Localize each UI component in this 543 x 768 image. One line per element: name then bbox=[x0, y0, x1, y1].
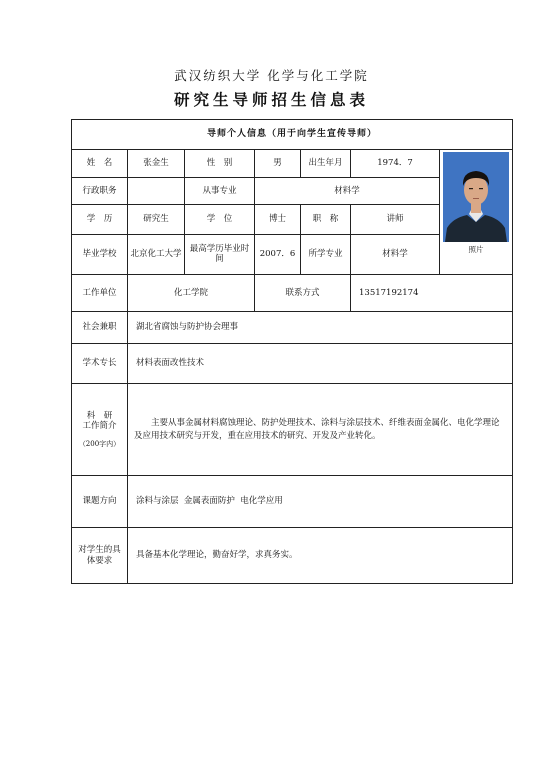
portrait-photo bbox=[443, 152, 509, 242]
photo-cell bbox=[440, 150, 513, 275]
label-highest-edu-time: 最高学历毕业时间 bbox=[185, 234, 255, 274]
section-title: 导师个人信息（用于向学生宣传导师） bbox=[72, 120, 513, 150]
value-title: 讲师 bbox=[351, 205, 440, 234]
label-birth: 出生年月 bbox=[301, 150, 351, 178]
label-research-intro-note: （200字内） bbox=[78, 439, 121, 448]
label-gender: 性 别 bbox=[185, 150, 255, 178]
form-title: 研究生导师招生信息表 bbox=[173, 90, 369, 109]
value-expertise: 材料表面改性技术 bbox=[128, 344, 513, 384]
value-education: 研究生 bbox=[128, 205, 185, 234]
label-admin-post: 行政职务 bbox=[72, 178, 128, 205]
value-graduate-school: 北京化工大学 bbox=[128, 234, 185, 274]
value-study-major: 材料学 bbox=[351, 234, 440, 274]
value-workplace: 化工学院 bbox=[128, 275, 255, 312]
info-table bbox=[71, 119, 513, 584]
label-workplace: 工作单位 bbox=[72, 275, 128, 312]
value-contact: 13517192174 bbox=[351, 275, 513, 312]
label-contact: 联系方式 bbox=[255, 275, 351, 312]
value-highest-edu-time: 2007．6 bbox=[255, 234, 301, 274]
label-research-intro bbox=[72, 384, 128, 476]
label-graduate-school: 毕业学校 bbox=[72, 234, 128, 274]
value-major-field: 材料学 bbox=[255, 178, 440, 205]
value-topics: 涂料与涂层 金属表面防护 电化学应用 bbox=[128, 476, 513, 528]
value-birth: 1974．7 bbox=[351, 150, 440, 178]
value-research-intro: 主要从事金属材料腐蚀理论、防护处理技术、涂料与涂层技术、纤维表面金属化、电化学理论及应用技术研究与开发，重在应用技术的研究、开发及产业转化。 bbox=[128, 384, 513, 476]
label-topics: 课题方向 bbox=[72, 476, 128, 528]
label-degree: 学 位 bbox=[185, 205, 255, 234]
photo-caption: 照片 bbox=[468, 245, 484, 254]
value-degree: 博士 bbox=[255, 205, 301, 234]
label-title: 职 称 bbox=[301, 205, 351, 234]
label-research-intro-line1: 科 研 bbox=[86, 410, 113, 421]
value-requirements: 具备基本化学理论，勤奋好学，求真务实。 bbox=[128, 528, 513, 584]
university-name: 武汉纺织大学 化学与化工学院 bbox=[174, 68, 369, 83]
value-name: 张金生 bbox=[128, 150, 185, 178]
value-social-roles: 湖北省腐蚀与防护协会理事 bbox=[128, 312, 513, 344]
value-gender: 男 bbox=[255, 150, 301, 178]
label-expertise: 学术专长 bbox=[72, 344, 128, 384]
label-name: 姓 名 bbox=[72, 150, 128, 178]
label-requirements: 对学生的具体要求 bbox=[72, 528, 128, 584]
label-social-roles: 社会兼职 bbox=[72, 312, 128, 344]
label-study-major: 所学专业 bbox=[301, 234, 351, 274]
label-research-intro-line2: 工作简介 bbox=[82, 421, 117, 432]
value-admin-post bbox=[128, 178, 185, 205]
label-major-field: 从事专业 bbox=[185, 178, 255, 205]
label-education: 学 历 bbox=[72, 205, 128, 234]
